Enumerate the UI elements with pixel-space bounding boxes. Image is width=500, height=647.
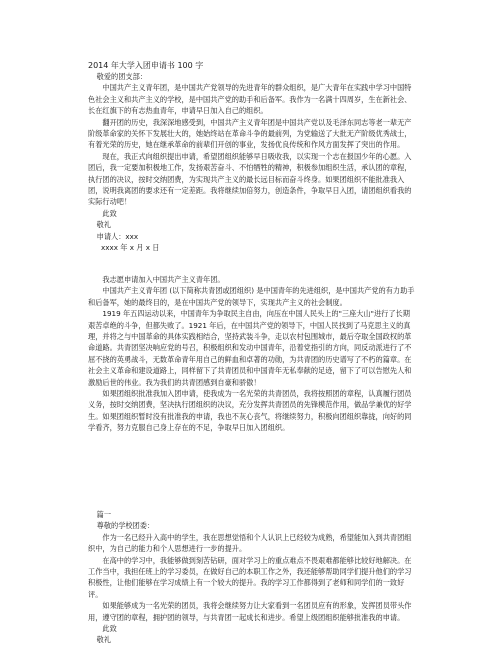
letter-three xyxy=(88,509,416,646)
letter-one-paragraph: 现在，我正式向组织提出申请，希望团组织能够早日吸收我，以实现一个志在报国少年的心愿。入团后，我一定要加积极地工作，发扬艰苦奋斗、不怕牺牲的精神，积极参加组织生活，承认团的章程，执行团的决议，按时交纳团费，为实现共产主义的最长远目标而奋斗终身。如果团组织不能批准我入团，说明我离团的要求还有一定差距。我将继续加倍努力，创造条件，争取早日入团，请团组织看我的实际行动吧！ xyxy=(88,151,412,207)
letter-two xyxy=(88,274,416,434)
document-title: 2014 年大学入团申请书 100 字 xyxy=(88,61,204,70)
letter-one-closing: 此致 xyxy=(102,208,117,218)
letter-one-paragraph: 中国共产主义青年团，是中国共产党领导的先进青年的群众组织，是广大青年在实践中学习中国特色社会主义和共产主义的学校，是中国共产党的助手和后备军。我作为一名满十四周岁，生在新社会、长在红旗下的有志热血青年，申请早日加入自己的组织。 xyxy=(88,83,412,116)
letter-three-salute: 敬礼 xyxy=(96,635,112,645)
letter-two-paragraph: 如果团组织批准我加入团申请，使我成为一名光荣的共青团员，我将按照团的章程，认真履行团员义务，按时交纳团费，坚决执行团组织的决议，充分发挥共青团员的先锋模范作用，做品学兼优的好学生。如果团组织暂时没有批准我的申请，我也不灰心丧气，将继续努力，积极向团组织靠拢，向好的同学看齐，努力克服自己身上存在的不足，争取早日加入团组织。 xyxy=(88,389,412,433)
letter-two-heading: 我志愿申请加入中国共产主义青年团。 xyxy=(102,275,225,284)
letter-two-paragraph: 1919 年五四运动以来，中国青年为争取民主自由，向压在中国人民头上的"三座大山"进行了长期艰苦卓绝的斗争，但都失败了。1921 年后，在中国共产党的领导下，中国人民找到了马克思主义的真理，并将之与中国革命的具体实践相结合，坚持武装斗争，走以农村包围城市，最后夺取全国政权的革命道路。共青团坚决响应党的号召，积极组织和发动中国青年，沿着党指引的方向，同反动派进行了不屈不挠的英勇战斗，无数革命青年用自己的鲜血和卓著的功勋，为共青团的历史谱写了不朽的篇章。在社会主义革命和建设道路上，同样留下了共青团员和中国青年无私奉献的足迹，留下了可以告慰先人和激励后世的伟业。我为我们的共青团感到自豪和骄傲！ xyxy=(88,309,412,387)
letter-three-paragraph: 在高中的学习中，我能够做到刻苦钻研，面对学习上的重点难点不畏艰难都能够比较好地解决。在工作当中，我担任班上的学习委员，在做好自己的本职工作之外，我还能够帮助同学们提升他们的学习积极性，让他们能够在学习成绩上有一个较大的提升。我的学习工作都得到了老师和同学们的一致好评。 xyxy=(88,555,412,599)
letter-one xyxy=(88,71,416,254)
letter-one-greeting: 敬爱的团支部： xyxy=(96,72,147,81)
letter-three-paragraph: 作为一名已经升入高中的学生，我在思想觉悟和个人认识上已经较为成熟，希望能加入到共青团组织中，为自己的能力和个人思想进行一步的提升。 xyxy=(88,532,412,554)
letter-one-applicant: 申请人：xxx xyxy=(96,231,139,241)
letter-three-greeting: 尊敬的学校团委： xyxy=(96,521,155,531)
section-label: 篇一 xyxy=(96,510,112,519)
letter-three-closing: 此致 xyxy=(102,624,117,634)
letter-one-salute: 敬礼 xyxy=(96,220,112,230)
letter-one-paragraph: 翻开团的历史，我深深地感受到，中国共产主义青年团是中国共产党以及毛泽东同志等老一辈无产阶级革命家的关怀下发展壮大的，她始终站在革命斗争的最前列，为党输送了大批无产阶级优秀战士，有着光荣的历史，她在继承革命的前辈们开创的事业，发扬优良传统和作风方面发挥了突出的作用。 xyxy=(88,117,412,150)
letter-one-date: xxxx 年 x 月 x 日 xyxy=(100,243,160,253)
letter-three-paragraph: 如果能够成为一名光荣的团员，我将会继续努力让大家看到一名团员应有的形象，发挥团员带头作用，遵守团的章程，拥护团的领导，与共青团一起成长和进步。希望上级团组织能够批准我的申请。 xyxy=(88,601,412,622)
letter-two-paragraph: 中国共产主义青年团 (以下简称共青团或团组织) 是中国青年的先进组织，是中国共产党的有力助手和后备军，她的最终目的，是在中国共产党的领导下，实现共产主义的社会制度。 xyxy=(88,286,415,307)
